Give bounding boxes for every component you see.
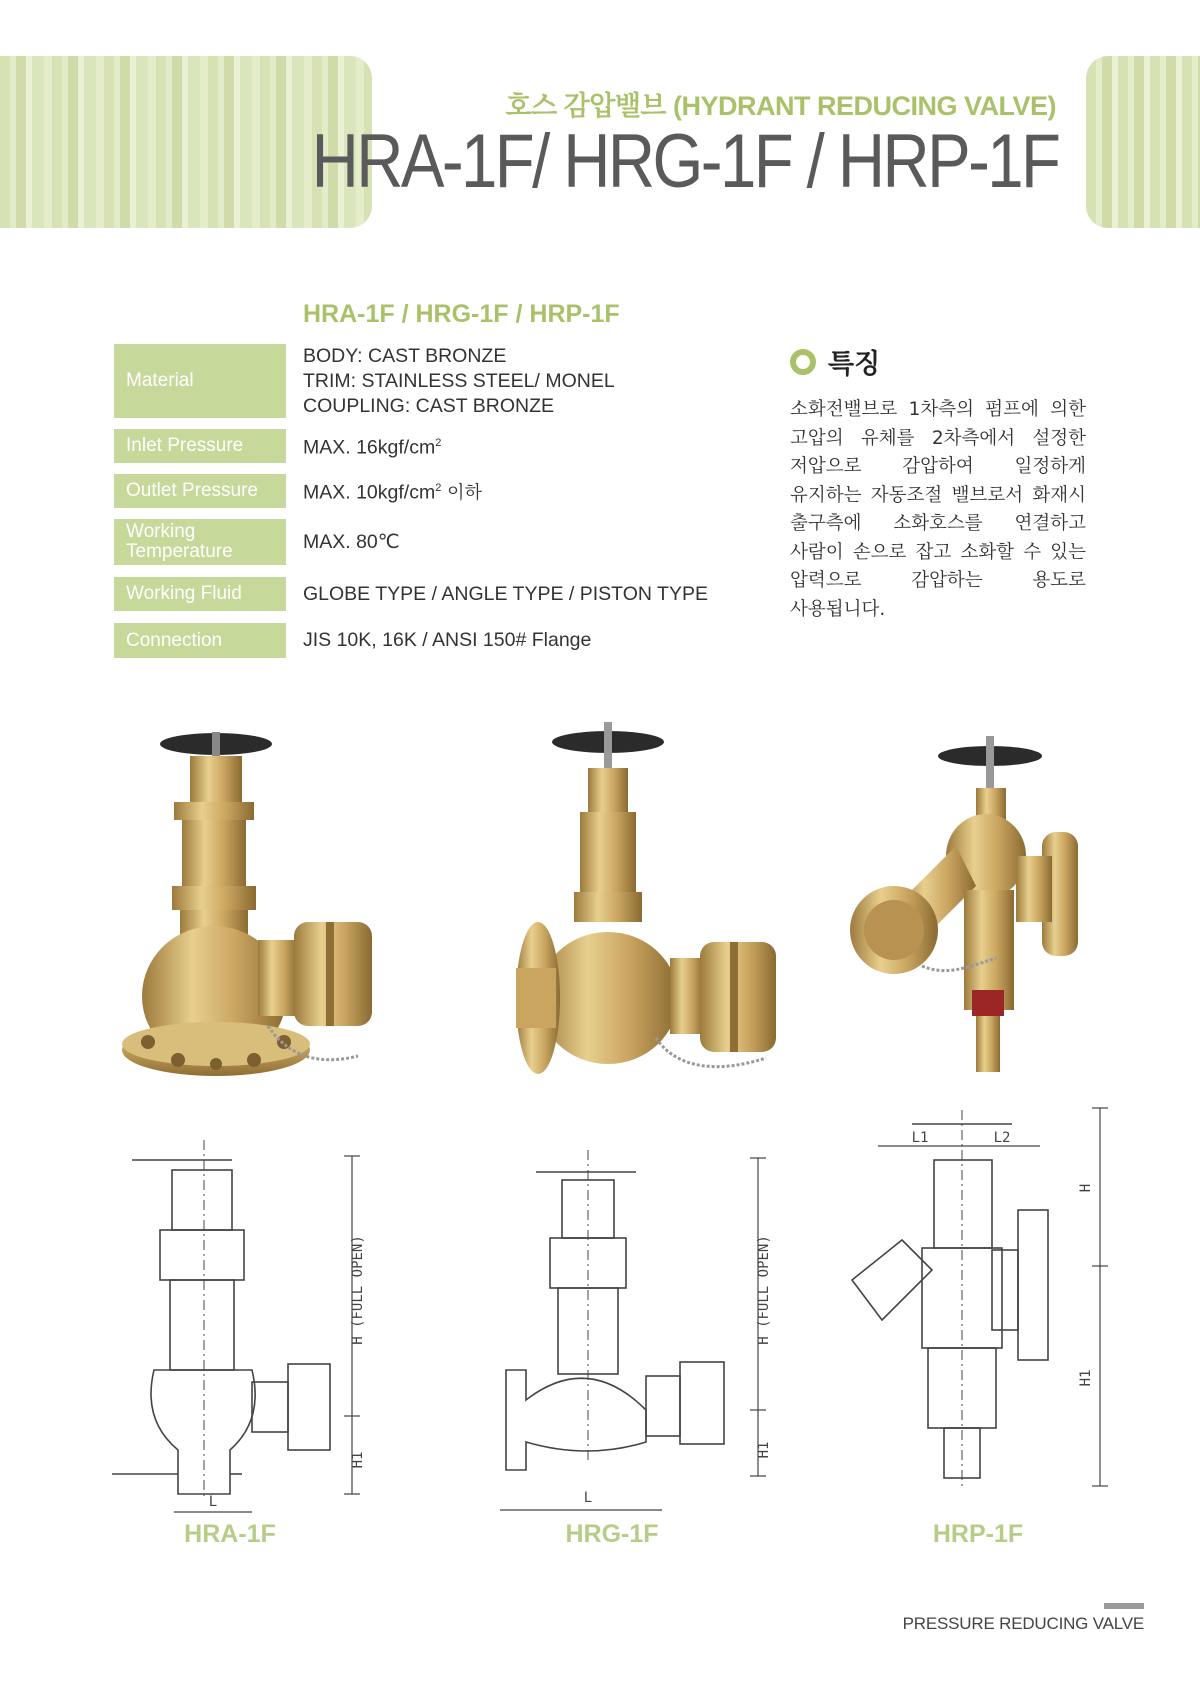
spec-row-working-fluid bbox=[114, 577, 714, 611]
spec-value bbox=[303, 429, 441, 463]
hrg-1f-photo bbox=[516, 718, 786, 1108]
features-text: 소화전밸브로 1차측의 펌프에 의한 고압의 유체를 2차측에서 설정한 저압으로 감압하여 일정하게 유지하는 자동조절 밸브로서 화재시 출구측에 소화호스를 연결하고 사람이 손으로 잡고 소화할 수 있는 압력으로 감압하는 용도로 사용됩니다. bbox=[790, 399, 1086, 620]
spec-value-line: BODY: CAST BRONZE bbox=[303, 344, 507, 367]
dim-l: L bbox=[208, 1494, 218, 1510]
spec-label: Connection bbox=[114, 623, 286, 658]
dim-h1: H1 bbox=[756, 1441, 772, 1459]
spec-value-suffix: 이하 bbox=[441, 482, 482, 504]
spec-label: Material bbox=[114, 344, 286, 418]
spec-label-line: Working bbox=[126, 521, 196, 542]
footer-bar bbox=[1104, 1603, 1144, 1609]
header-band-right bbox=[1086, 56, 1200, 228]
dim-h-full-open: H (FULL OPEN) bbox=[756, 1235, 772, 1345]
model-label-hrg-1f: HRG-1F bbox=[565, 1520, 659, 1548]
spec-value: JIS 10K, 16K / ANSI 150# Flange bbox=[303, 629, 592, 651]
spec-value: GLOBE TYPE / ANGLE TYPE / PISTON TYPE bbox=[303, 582, 708, 605]
spec-value-line: COUPLING: CAST BRONZE bbox=[303, 394, 555, 417]
features-title: 특징 bbox=[828, 349, 881, 379]
spec-heading: HRA-1F / HRG-1F / HRP-1F bbox=[303, 300, 620, 328]
hra-1f-drawing bbox=[112, 1120, 392, 1516]
spec-row-connection bbox=[114, 623, 714, 658]
dim-l2: L2 bbox=[993, 1130, 1011, 1146]
dim-l1: L1 bbox=[911, 1130, 929, 1146]
spec-row-inlet-pressure bbox=[114, 429, 714, 463]
spec-value-sup: 2 bbox=[435, 437, 442, 450]
footer-text: PRESSURE REDUCING VALVE bbox=[902, 1614, 1144, 1633]
dim-h: H bbox=[1078, 1183, 1094, 1193]
model-label-hra-1f: HRA-1F bbox=[184, 1520, 276, 1548]
spec-value: MAX. 80℃ bbox=[303, 530, 400, 553]
spec-label bbox=[114, 519, 286, 565]
spec-value-line: TRIM: STAINLESS STEEL/ MONEL bbox=[303, 369, 615, 392]
spec-label: Working Fluid bbox=[114, 577, 286, 611]
model-label-hrp-1f: HRP-1F bbox=[932, 1520, 1024, 1548]
spec-row-working-temperature bbox=[114, 519, 714, 565]
hra-1f-photo bbox=[118, 726, 388, 1096]
spec-row-material bbox=[114, 344, 714, 418]
header-subtitle: 호스 감압밸브 (HYDRANT REDUCING VALVE) bbox=[505, 91, 1056, 121]
spec-value-text: MAX. 10kgf/cm bbox=[303, 481, 436, 504]
spec-value-text: MAX. 16kgf/cm bbox=[303, 436, 436, 459]
hrp-1f-photo bbox=[846, 736, 1086, 1086]
features-heading bbox=[790, 342, 880, 381]
bullet-circle-icon bbox=[790, 349, 816, 375]
page-title: HRA-1F/ HRG-1F / HRP-1F bbox=[311, 119, 1058, 204]
dim-h1: H1 bbox=[350, 1451, 366, 1469]
dim-l: L bbox=[583, 1490, 593, 1506]
hrg-1f-drawing bbox=[496, 1130, 796, 1524]
spec-label-line: Temperature bbox=[126, 541, 233, 562]
dim-h1: H1 bbox=[1078, 1369, 1094, 1387]
spec-value bbox=[303, 474, 482, 508]
spec-value bbox=[303, 344, 615, 418]
spec-label: Outlet Pressure bbox=[114, 474, 286, 508]
dim-h-full-open: H (FULL OPEN) bbox=[350, 1235, 366, 1345]
spec-label: Inlet Pressure bbox=[114, 429, 286, 463]
hrp-1f-drawing bbox=[842, 1100, 1112, 1500]
spec-row-outlet-pressure bbox=[114, 474, 714, 508]
spec-value-sup: 2 bbox=[435, 482, 442, 495]
